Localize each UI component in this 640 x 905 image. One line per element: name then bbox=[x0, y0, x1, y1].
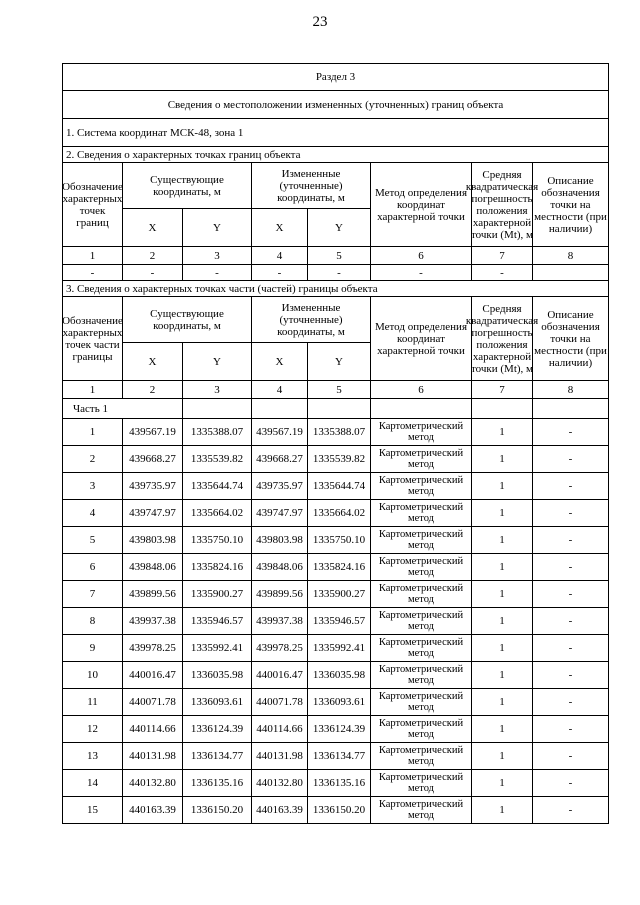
point-number: 10 bbox=[63, 662, 123, 689]
column-number-row: 1 2 3 4 5 6 7 8 bbox=[63, 381, 609, 399]
changed-x: 439803.98 bbox=[252, 527, 308, 554]
method-cell: Картометрический метод bbox=[371, 743, 472, 770]
existing-y: 1335992.41 bbox=[183, 635, 252, 662]
changed-y: 1335992.41 bbox=[308, 635, 371, 662]
error-cell: 1 bbox=[472, 743, 533, 770]
header-y: Y bbox=[308, 209, 371, 247]
header-changed: Измененные (уточненные) координаты, м bbox=[252, 297, 371, 343]
method-cell: Картометрический метод bbox=[371, 770, 472, 797]
existing-x: 439848.06 bbox=[123, 554, 183, 581]
method-cell: Картометрический метод bbox=[371, 419, 472, 446]
method-cell: Картометрический метод bbox=[371, 797, 472, 824]
description-cell: - bbox=[533, 554, 609, 581]
existing-y: 1336135.16 bbox=[183, 770, 252, 797]
changed-y: 1335644.74 bbox=[308, 473, 371, 500]
existing-y: 1336093.61 bbox=[183, 689, 252, 716]
existing-x: 439747.97 bbox=[123, 500, 183, 527]
existing-y: 1335539.82 bbox=[183, 446, 252, 473]
header-x: X bbox=[252, 343, 308, 381]
existing-x: 439735.97 bbox=[123, 473, 183, 500]
header-x: X bbox=[252, 209, 308, 247]
description-cell: - bbox=[533, 689, 609, 716]
error-cell: 1 bbox=[472, 419, 533, 446]
existing-x: 439567.19 bbox=[123, 419, 183, 446]
table-row bbox=[63, 635, 609, 662]
changed-x: 440071.78 bbox=[252, 689, 308, 716]
existing-y: 1335388.07 bbox=[183, 419, 252, 446]
changed-x: 439567.19 bbox=[252, 419, 308, 446]
changed-x: 440163.39 bbox=[252, 797, 308, 824]
table-row bbox=[63, 797, 609, 824]
method-cell: Картометрический метод bbox=[371, 554, 472, 581]
changed-x: 439735.97 bbox=[252, 473, 308, 500]
point-number: 8 bbox=[63, 608, 123, 635]
table-row bbox=[63, 716, 609, 743]
header-x: X bbox=[123, 343, 183, 381]
table-row bbox=[63, 662, 609, 689]
header-designation: Обозначение характерных точек части границы bbox=[63, 297, 123, 381]
error-cell: 1 bbox=[472, 500, 533, 527]
error-cell: 1 bbox=[472, 770, 533, 797]
table-row bbox=[63, 500, 609, 527]
error-cell: 1 bbox=[472, 581, 533, 608]
header-y: Y bbox=[183, 209, 252, 247]
existing-y: 1335750.10 bbox=[183, 527, 252, 554]
description-cell: - bbox=[533, 608, 609, 635]
error-cell: 1 bbox=[472, 716, 533, 743]
error-cell: 1 bbox=[472, 527, 533, 554]
existing-x: 440132.80 bbox=[123, 770, 183, 797]
table-row bbox=[63, 473, 609, 500]
changed-x: 439747.97 bbox=[252, 500, 308, 527]
existing-x: 439978.25 bbox=[123, 635, 183, 662]
header-y: Y bbox=[183, 343, 252, 381]
existing-x: 440163.39 bbox=[123, 797, 183, 824]
point-number: 13 bbox=[63, 743, 123, 770]
description-cell: - bbox=[533, 716, 609, 743]
point-number: 9 bbox=[63, 635, 123, 662]
description-cell: - bbox=[533, 446, 609, 473]
description-cell: - bbox=[533, 527, 609, 554]
coord-system: 1. Система координат МСК-48, зона 1 bbox=[63, 119, 609, 147]
page-number: 23 bbox=[312, 14, 328, 30]
method-cell: Картометрический метод bbox=[371, 527, 472, 554]
changed-y: 1336124.39 bbox=[308, 716, 371, 743]
method-cell: Картометрический метод bbox=[371, 500, 472, 527]
changed-x: 439937.38 bbox=[252, 608, 308, 635]
method-cell: Картометрический метод bbox=[371, 581, 472, 608]
table-row bbox=[63, 419, 609, 446]
method-cell: Картометрический метод bbox=[371, 608, 472, 635]
changed-y: 1336035.98 bbox=[308, 662, 371, 689]
point-number: 3 bbox=[63, 473, 123, 500]
changed-x: 440114.66 bbox=[252, 716, 308, 743]
header-description: Описание обозначения точки на местности (при наличии) bbox=[533, 163, 609, 247]
existing-x: 440016.47 bbox=[123, 662, 183, 689]
method-cell: Картометрический метод bbox=[371, 716, 472, 743]
description-cell: - bbox=[533, 419, 609, 446]
point-number: 5 bbox=[63, 527, 123, 554]
changed-x: 440131.98 bbox=[252, 743, 308, 770]
method-cell: Картометрический метод bbox=[371, 446, 472, 473]
changed-x: 440132.80 bbox=[252, 770, 308, 797]
changed-x: 439848.06 bbox=[252, 554, 308, 581]
description-cell: - bbox=[533, 797, 609, 824]
method-cell: Картометрический метод bbox=[371, 635, 472, 662]
table-row bbox=[63, 446, 609, 473]
header-designation: Обозначение характерных точек границ bbox=[63, 163, 123, 247]
changed-y: 1335664.02 bbox=[308, 500, 371, 527]
error-cell: 1 bbox=[472, 446, 533, 473]
method-cell: Картометрический метод bbox=[371, 689, 472, 716]
existing-x: 440071.78 bbox=[123, 689, 183, 716]
error-cell: 1 bbox=[472, 689, 533, 716]
point-number: 14 bbox=[63, 770, 123, 797]
description-cell: - bbox=[533, 473, 609, 500]
error-cell: 1 bbox=[472, 608, 533, 635]
description-cell: - bbox=[533, 743, 609, 770]
description-cell: - bbox=[533, 635, 609, 662]
existing-x: 439937.38 bbox=[123, 608, 183, 635]
changed-x: 439899.56 bbox=[252, 581, 308, 608]
point-number: 4 bbox=[63, 500, 123, 527]
table-row bbox=[63, 743, 609, 770]
existing-x: 440114.66 bbox=[123, 716, 183, 743]
header-error: Средняя квадратическая погрешность положения характерной точки (Mt), м bbox=[472, 297, 533, 381]
header-changed: Измененные (уточненные) координаты, м bbox=[252, 163, 371, 209]
changed-y: 1336134.77 bbox=[308, 743, 371, 770]
changed-y: 1335900.27 bbox=[308, 581, 371, 608]
existing-y: 1335664.02 bbox=[183, 500, 252, 527]
error-cell: 1 bbox=[472, 662, 533, 689]
changed-y: 1335946.57 bbox=[308, 608, 371, 635]
error-cell: 1 bbox=[472, 797, 533, 824]
existing-y: 1336134.77 bbox=[183, 743, 252, 770]
part-label: Часть 1 bbox=[63, 399, 183, 419]
existing-y: 1336035.98 bbox=[183, 662, 252, 689]
header-error: Средняя квадратическая погрешность положения характерной точки (Mt), м bbox=[472, 163, 533, 247]
point-number: 2 bbox=[63, 446, 123, 473]
table-row bbox=[63, 581, 609, 608]
method-cell: Картометрический метод bbox=[371, 473, 472, 500]
changed-x: 439978.25 bbox=[252, 635, 308, 662]
header-method: Метод определения координат характерной точки bbox=[371, 297, 472, 381]
header-x: X bbox=[123, 209, 183, 247]
description-cell: - bbox=[533, 581, 609, 608]
existing-x: 439899.56 bbox=[123, 581, 183, 608]
description-cell: - bbox=[533, 500, 609, 527]
changed-y: 1336093.61 bbox=[308, 689, 371, 716]
changed-x: 439668.27 bbox=[252, 446, 308, 473]
table-row bbox=[63, 770, 609, 797]
table-row bbox=[63, 689, 609, 716]
point-number: 1 bbox=[63, 419, 123, 446]
changed-y: 1335388.07 bbox=[308, 419, 371, 446]
empty-row: - - - - - - - bbox=[63, 265, 609, 281]
table-row bbox=[63, 608, 609, 635]
point-number: 6 bbox=[63, 554, 123, 581]
table-row bbox=[63, 554, 609, 581]
changed-y: 1335750.10 bbox=[308, 527, 371, 554]
changed-x: 440016.47 bbox=[252, 662, 308, 689]
changed-y: 1335539.82 bbox=[308, 446, 371, 473]
existing-y: 1336124.39 bbox=[183, 716, 252, 743]
section-subtitle: Сведения о местоположении измененных (уточненных) границ объекта bbox=[63, 91, 609, 119]
changed-y: 1335824.16 bbox=[308, 554, 371, 581]
error-cell: 1 bbox=[472, 554, 533, 581]
column-number-row: 1 2 3 4 5 6 7 8 bbox=[63, 247, 609, 265]
part2-title: 2. Сведения о характерных точках границ объекта bbox=[63, 147, 609, 163]
existing-y: 1336150.20 bbox=[183, 797, 252, 824]
section-title: Раздел 3 bbox=[63, 64, 609, 91]
point-number: 7 bbox=[63, 581, 123, 608]
error-cell: 1 bbox=[472, 635, 533, 662]
boundary-table bbox=[62, 63, 609, 824]
existing-y: 1335900.27 bbox=[183, 581, 252, 608]
part3-title: 3. Сведения о характерных точках части (частей) границы объекта bbox=[63, 281, 609, 297]
point-number: 12 bbox=[63, 716, 123, 743]
existing-x: 440131.98 bbox=[123, 743, 183, 770]
header-method: Метод определения координат характерной точки bbox=[371, 163, 472, 247]
header-existing: Существующие координаты, м bbox=[123, 163, 252, 209]
existing-y: 1335644.74 bbox=[183, 473, 252, 500]
changed-y: 1336135.16 bbox=[308, 770, 371, 797]
error-cell: 1 bbox=[472, 473, 533, 500]
point-number: 15 bbox=[63, 797, 123, 824]
existing-y: 1335946.57 bbox=[183, 608, 252, 635]
header-description: Описание обозначения точки на местности (при наличии) bbox=[533, 297, 609, 381]
point-number: 11 bbox=[63, 689, 123, 716]
changed-y: 1336150.20 bbox=[308, 797, 371, 824]
method-cell: Картометрический метод bbox=[371, 662, 472, 689]
existing-y: 1335824.16 bbox=[183, 554, 252, 581]
existing-x: 439668.27 bbox=[123, 446, 183, 473]
table-row bbox=[63, 527, 609, 554]
existing-x: 439803.98 bbox=[123, 527, 183, 554]
header-y: Y bbox=[308, 343, 371, 381]
description-cell: - bbox=[533, 770, 609, 797]
header-existing: Существующие координаты, м bbox=[123, 297, 252, 343]
description-cell: - bbox=[533, 662, 609, 689]
